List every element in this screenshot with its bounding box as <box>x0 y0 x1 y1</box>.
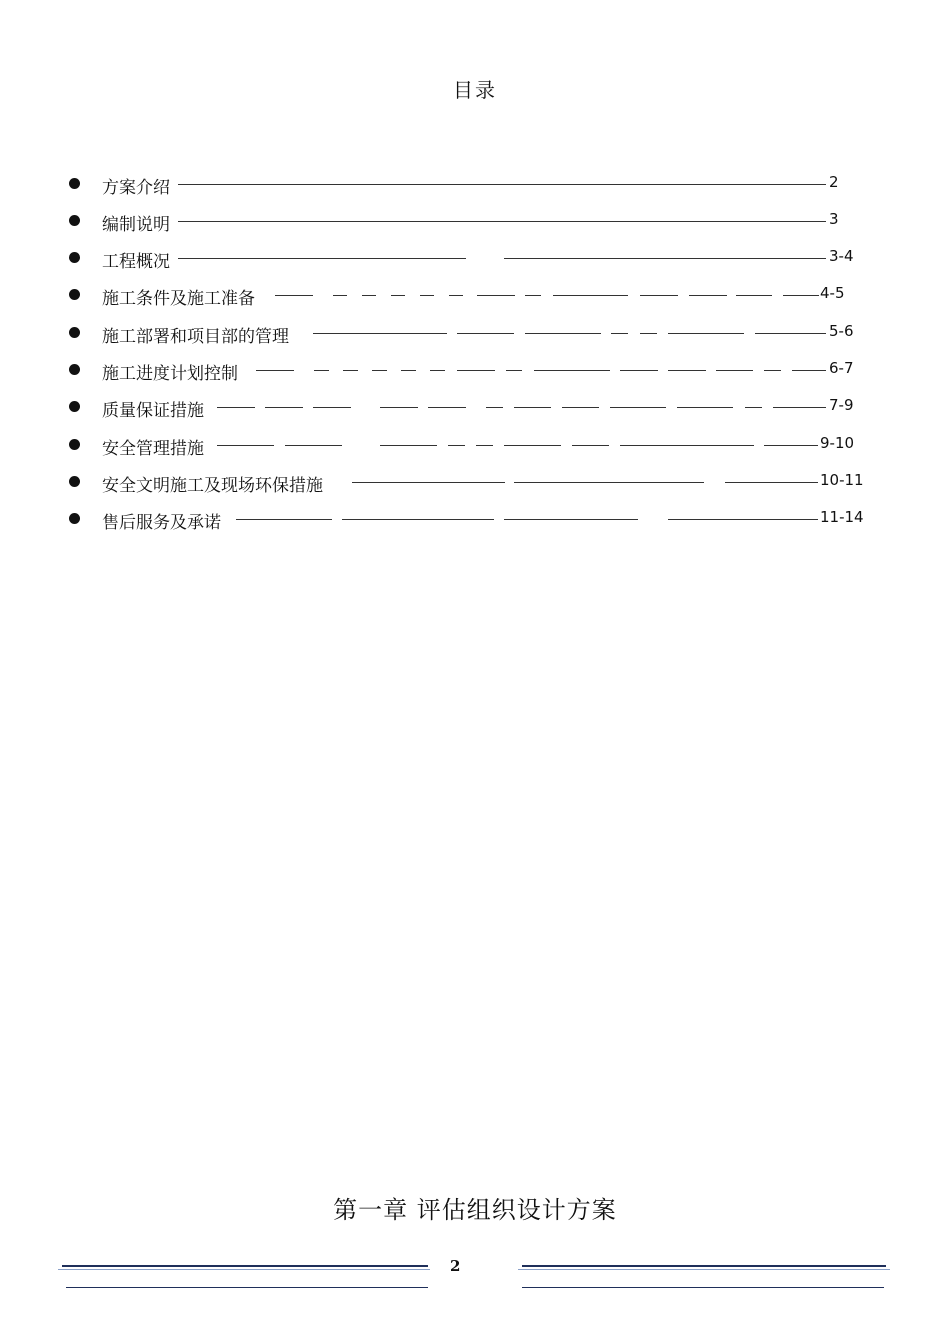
footer-rule <box>62 1265 428 1267</box>
leader-line <box>449 295 463 296</box>
toc-item[interactable] <box>0 318 950 348</box>
leader-line <box>178 221 826 222</box>
leader-line <box>217 445 274 446</box>
leader-line <box>428 407 466 408</box>
leader-line <box>391 295 405 296</box>
leader-line <box>265 407 303 408</box>
leader-line <box>448 445 465 446</box>
toc-item-label: 施工进度计划控制 <box>102 364 238 384</box>
toc-item-page: 11-14 <box>820 508 864 526</box>
bullet-icon <box>69 252 80 263</box>
footer-rule <box>522 1265 886 1267</box>
leader-line <box>764 370 781 371</box>
leader-line <box>736 295 772 296</box>
leader-line <box>773 407 826 408</box>
toc-item-page: 9-10 <box>820 434 855 452</box>
leader-line <box>343 370 358 371</box>
bullet-icon <box>69 364 80 375</box>
leader-line <box>764 445 818 446</box>
leader-line <box>572 445 609 446</box>
leader-line <box>217 407 255 408</box>
leader-line <box>504 519 638 520</box>
leader-line <box>620 445 754 446</box>
leader-line <box>476 445 493 446</box>
leader-line <box>333 295 347 296</box>
leader-line <box>534 370 610 371</box>
leader-line <box>380 445 437 446</box>
toc-item-label: 方案介绍 <box>102 178 170 198</box>
leader-line <box>457 333 514 334</box>
toc-item[interactable] <box>0 206 950 236</box>
bullet-icon <box>69 178 80 189</box>
leader-line <box>562 407 599 408</box>
page-number: 2 <box>450 1257 461 1275</box>
toc-item-page: 7-9 <box>829 396 854 414</box>
toc-item-label: 安全文明施工及现场环保措施 <box>102 476 323 496</box>
leader-line <box>401 370 416 371</box>
toc-item-page: 3-4 <box>829 247 854 265</box>
bullet-icon <box>69 327 80 338</box>
bullet-icon <box>69 476 80 487</box>
leader-line <box>457 370 495 371</box>
leader-line <box>755 333 826 334</box>
toc-item[interactable] <box>0 243 950 273</box>
toc-item-label: 施工部署和项目部的管理 <box>102 327 289 347</box>
footer-rule <box>522 1287 884 1288</box>
leader-line <box>514 407 551 408</box>
leader-line <box>725 482 818 483</box>
bullet-icon <box>69 215 80 226</box>
leader-line <box>372 370 387 371</box>
leader-line <box>178 184 826 185</box>
leader-line <box>514 482 704 483</box>
bullet-icon <box>69 401 80 412</box>
toc-item-label: 质量保证措施 <box>102 401 204 421</box>
leader-line <box>677 407 733 408</box>
footer-rule <box>66 1287 428 1288</box>
toc-item-page: 5-6 <box>829 322 854 340</box>
toc-item[interactable] <box>0 169 950 199</box>
toc-item-page: 10-11 <box>820 471 864 489</box>
leader-line <box>313 333 447 334</box>
leader-line <box>314 370 329 371</box>
leader-line <box>420 295 434 296</box>
leader-line <box>236 519 332 520</box>
leader-line <box>275 295 313 296</box>
leader-line <box>525 333 601 334</box>
leader-line <box>745 407 762 408</box>
leader-line <box>477 295 515 296</box>
leader-line <box>285 445 342 446</box>
leader-line <box>620 370 658 371</box>
leader-line <box>486 407 503 408</box>
toc-item[interactable] <box>0 467 950 497</box>
leader-line <box>553 295 628 296</box>
toc-item-page: 6-7 <box>829 359 854 377</box>
toc-item-label: 安全管理措施 <box>102 439 204 459</box>
toc-item-page: 3 <box>829 210 839 228</box>
leader-line <box>610 407 666 408</box>
leader-line <box>352 482 505 483</box>
footer-rule <box>58 1269 430 1270</box>
leader-line <box>313 407 351 408</box>
toc-item-page: 2 <box>829 173 839 191</box>
bullet-icon <box>69 439 80 450</box>
toc-item-label: 施工条件及施工准备 <box>102 289 255 309</box>
leader-line <box>611 333 628 334</box>
footer-rule <box>518 1269 890 1270</box>
toc-item-page: 4-5 <box>820 284 845 302</box>
toc-item[interactable] <box>0 430 950 460</box>
leader-line <box>783 295 819 296</box>
chapter-title: 第一章 评估组织设计方案 <box>333 1196 617 1224</box>
leader-line <box>689 295 727 296</box>
toc-item[interactable] <box>0 392 950 422</box>
leader-line <box>506 370 522 371</box>
leader-line <box>380 407 418 408</box>
leader-line <box>504 258 826 259</box>
leader-line <box>668 333 744 334</box>
toc-item[interactable] <box>0 280 950 310</box>
toc-item-label: 工程概况 <box>102 252 170 272</box>
leader-line <box>504 445 561 446</box>
toc-item-label: 售后服务及承诺 <box>102 513 221 533</box>
toc-item-label: 编制说明 <box>102 215 170 235</box>
leader-line <box>668 370 706 371</box>
bullet-icon <box>69 513 80 524</box>
toc-title: 目录 <box>453 78 497 102</box>
leader-line <box>178 258 466 259</box>
leader-line <box>525 295 541 296</box>
leader-line <box>640 295 678 296</box>
leader-line <box>668 519 818 520</box>
leader-line <box>342 519 494 520</box>
toc-item[interactable] <box>0 355 950 385</box>
leader-line <box>716 370 753 371</box>
leader-line <box>640 333 657 334</box>
leader-line <box>430 370 445 371</box>
leader-line <box>792 370 826 371</box>
leader-line <box>256 370 294 371</box>
leader-line <box>362 295 376 296</box>
toc-item[interactable] <box>0 504 950 534</box>
bullet-icon <box>69 289 80 300</box>
